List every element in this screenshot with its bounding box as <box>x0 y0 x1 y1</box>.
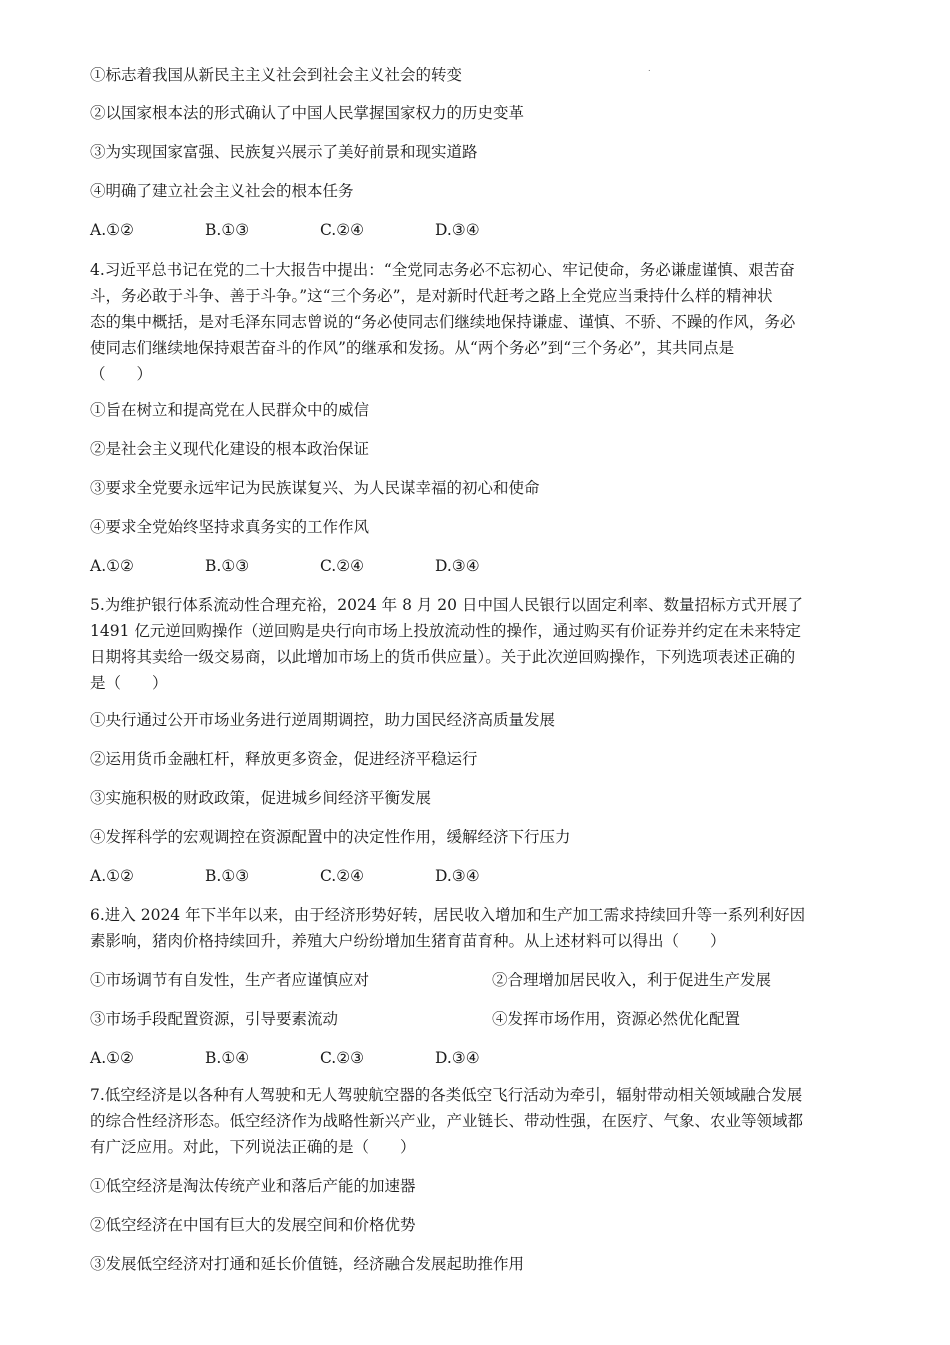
stray-mark: . <box>648 64 651 73</box>
q4-options <box>90 553 550 579</box>
q6-option-c: C.②③ <box>320 1049 365 1067</box>
q3-option-a: A.①② <box>90 221 134 239</box>
q5-stem-line: 日期将其卖给一级交易商，以此增加市场上的货币供应量）。关于此次逆回购操作，下列选项表述正确的 <box>90 648 796 666</box>
q7-stem-line: 的综合性经济形态。低空经济作为战略性新兴产业，产业链长、带动性强，在医疗、气象、农业等领域都 <box>90 1112 804 1130</box>
q5-stem-line: 5.为维护银行体系流动性合理充裕，2024 年 8 月 20 日中国人民银行以固定利率、数量招标方式开展了 <box>90 596 803 614</box>
q6-option-d: D.③④ <box>435 1049 480 1067</box>
q4-stem-line: 斗，务必敢于斗争、善于斗争。”这“三个务必”，是对新时代赶考之路上全党应当秉持什么样的精神状 <box>90 287 773 305</box>
q3-options <box>90 217 550 243</box>
q3-option-b: B.①③ <box>205 221 250 239</box>
q5-statement: ②运用货币金融杠杆，释放更多资金，促进经济平稳运行 <box>90 750 478 768</box>
q6-stem-line: 素影响，猪肉价格持续回升，养殖大户纷纷增加生猪育苗育种。从上述材料可以得出（ ） <box>90 932 726 950</box>
q4-option-d: D.③④ <box>435 557 480 575</box>
q5-options <box>90 863 550 889</box>
q7-statement: ②低空经济在中国有巨大的发展空间和价格优势 <box>90 1216 416 1234</box>
q7-stem-line: 7.低空经济是以各种有人驾驶和无人驾驶航空器的各类低空飞行活动为牵引，辐射带动相关领域融合发展 <box>90 1086 803 1104</box>
q5-option-b: B.①③ <box>205 867 250 885</box>
q6-option-b: B.①④ <box>205 1049 250 1067</box>
q3-statement: ④明确了建立社会主义社会的根本任务 <box>90 182 354 200</box>
q6-options <box>90 1045 550 1071</box>
q4-option-b: B.①③ <box>205 557 250 575</box>
q5-stem-line: 1491 亿元逆回购操作（逆回购是央行向市场上投放流动性的操作，通过购买有价证券并约定在未来特定 <box>90 622 801 640</box>
q5-statement: ①央行通过公开市场业务进行逆周期调控，助力国民经济高质量发展 <box>90 711 556 729</box>
q4-option-a: A.①② <box>90 557 134 575</box>
q7-statement: ①低空经济是淘汰传统产业和落后产能的加速器 <box>90 1177 416 1195</box>
q6-statement: ②合理增加居民收入，利于促进生产发展 <box>492 971 772 989</box>
q6-statement: ③市场手段配置资源，引导要素流动 <box>90 1010 339 1028</box>
q6-statement: ④发挥市场作用，资源必然优化配置 <box>492 1010 741 1028</box>
q5-statement: ③实施积极的财政政策，促进城乡间经济平衡发展 <box>90 789 432 807</box>
q3-statement: ③为实现国家富强、民族复兴展示了美好前景和现实道路 <box>90 143 478 161</box>
q7-statement: ③发展低空经济对打通和延长价值链，经济融合发展起助推作用 <box>90 1255 525 1273</box>
q6-statement: ①市场调节有自发性，生产者应谨慎应对 <box>90 971 370 989</box>
q4-statement: ②是社会主义现代化建设的根本政治保证 <box>90 440 370 458</box>
q4-statement: ④要求全党始终坚持求真务实的工作作风 <box>90 518 370 536</box>
q3-option-c: C.②④ <box>320 221 365 239</box>
q3-statement: ②以国家根本法的形式确认了中国人民掌握国家权力的历史变革 <box>90 104 525 122</box>
q4-statement: ①旨在树立和提高党在人民群众中的威信 <box>90 401 370 419</box>
q6-statement-row <box>90 967 771 993</box>
q4-stem-line: 态的集中概括，是对毛泽东同志曾说的“务必使同志们继续地保持谦虚、谨慎、不骄、不躁的作风，务必 <box>90 313 796 331</box>
q3-statement: ①标志着我国从新民主主义社会到社会主义社会的转变 <box>90 66 463 84</box>
q6-option-a: A.①② <box>90 1049 134 1067</box>
q7-stem-line: 有广泛应用。对此，下列说法正确的是（ ） <box>90 1138 416 1156</box>
q4-statement: ③要求全党要永远牢记为民族谋复兴、为人民谋幸福的初心和使命 <box>90 479 540 497</box>
q5-option-a: A.①② <box>90 867 134 885</box>
q6-statement-row <box>90 1006 740 1032</box>
q6-stem-line: 6.进入 2024 年下半年以来，由于经济形势好转，居民收入增加和生产加工需求持续回升等一系列利好因 <box>90 906 806 924</box>
q5-option-d: D.③④ <box>435 867 480 885</box>
q4-stem-line: 使同志们继续地保持艰苦奋斗的作风”的继承和发扬。从“两个务必”到“三个务必”，其共同点是 <box>90 339 735 357</box>
q4-option-c: C.②④ <box>320 557 365 575</box>
q4-stem-line: 4.习近平总书记在党的二十大报告中提出：“全党同志务必不忘初心、牢记使命，务必谦虚谨慎、艰苦奋 <box>90 261 795 279</box>
q5-statement: ④发挥科学的宏观调控在资源配置中的决定性作用，缓解经济下行压力 <box>90 828 571 846</box>
q5-option-c: C.②④ <box>320 867 365 885</box>
q4-stem-line: （ ） <box>90 365 153 383</box>
q5-stem-line: 是（ ） <box>90 674 168 692</box>
q3-option-d: D.③④ <box>435 221 480 239</box>
